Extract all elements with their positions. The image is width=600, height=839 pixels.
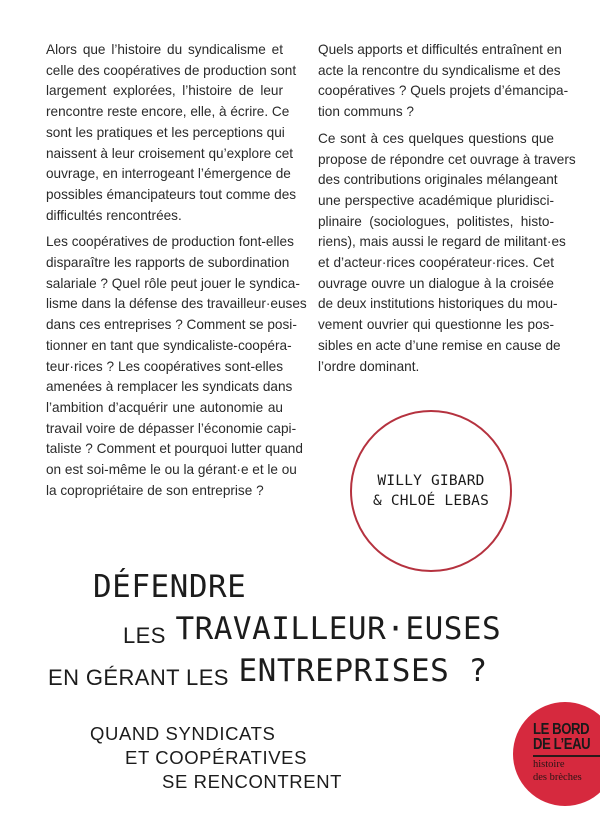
text-line: sont les pratiques et les perceptions qui [46, 124, 285, 140]
authors-badge [350, 410, 512, 572]
text-line: et d’acteur·rices coopérateur·rices. Cet [318, 255, 554, 271]
book-subtitle-line-2: ET COOPÉRATIVES [125, 747, 308, 768]
text-line: ouvrage ouvre un dialogue à la croisée [318, 275, 554, 291]
text-line: celle des coopératives de production sont [46, 62, 297, 78]
text-line: tionner en tant que syndicaliste-coopéra- [46, 337, 292, 353]
paragraph-book-description [318, 129, 576, 377]
title-word-entreprises: ENTREPRISES ? [238, 653, 488, 689]
text-line: Quels apports et difficultés entraînent en [318, 42, 562, 57]
text-line: la copropriétaire de son entreprise ? [46, 482, 264, 498]
text-line: on est soi-même le ou la gérant·e et le ou [46, 462, 297, 478]
book-title-line-1 [93, 569, 247, 605]
publisher-logo [513, 702, 600, 806]
book-subtitle-line-1: QUAND SYNDICATS [90, 723, 276, 744]
author-name-1: WILLY GIBARD [377, 473, 485, 489]
text-line: disparaître les rapports de subordination [46, 255, 290, 271]
text-line: l’ordre dominant. [318, 358, 420, 374]
text-line: largement explorées, l’histoire de leur [46, 83, 283, 99]
text-line: acte la rencontre du syndicalisme et des [318, 62, 561, 78]
book-title-line-3 [48, 653, 488, 690]
text-line: Ce sont à ces quelques questions que [318, 130, 554, 146]
text-line: dans ces entreprises ? Comment se posi- [46, 317, 297, 333]
text-line: taliste ? Comment et pourquoi lutter quand [46, 441, 303, 457]
text-line: teur·rices ? Les coopératives sont-elles [46, 358, 283, 374]
text-line: lisme dans la défense des travailleur·euses [46, 296, 307, 312]
publisher-divider [533, 755, 600, 757]
series-line-1: histoire [533, 759, 565, 770]
text-line: ouvrage, en interrogeant l’émergence de [46, 166, 291, 182]
publisher-name-line-2: DE L’EAU [533, 736, 591, 753]
text-line: une perspective académique pluridisci- [318, 192, 554, 208]
text-line: des contributions originales mélangeant [318, 172, 558, 188]
publisher-name-line-1: LE BORD [533, 721, 590, 738]
text-line: naissent à leur croisement qu’explore cet [46, 145, 294, 161]
text-line: Les coopératives de production font-elles [46, 234, 294, 250]
series-line-2: des brèches [533, 771, 582, 783]
text-line: riens), mais aussi le regard de militant·es [318, 234, 566, 250]
text-line: propose de répondre cet ouvrage à travers [318, 151, 576, 167]
book-title-line-2 [123, 611, 502, 648]
text-line: difficultés rencontrées. [46, 207, 182, 223]
text-line: rencontre reste encore, elle, à écrire. Ce [46, 104, 290, 120]
back-cover-text-left [46, 40, 307, 507]
publisher-name [533, 722, 590, 752]
paragraph-contributions-question [318, 40, 569, 123]
text-line: de deux institutions historiques du mou- [318, 296, 558, 312]
paragraph-questions [46, 232, 307, 501]
publisher-series [533, 759, 582, 784]
title-article: LES [123, 623, 166, 648]
text-line: tion communs ? [318, 104, 414, 120]
text-line: travail voire de dépasser l’économie capi- [46, 420, 297, 436]
title-phrase: EN GÉRANT LES [48, 665, 229, 690]
text-line: coopératives ? Quels projets d’émancipa- [318, 83, 569, 99]
book-subtitle-line-3: SE RENCONTRENT [162, 771, 343, 792]
title-word-defendre: DÉFENDRE [93, 569, 247, 605]
paragraph-intro [46, 40, 297, 226]
text-line: salariale ? Quel rôle peut jouer le syndica- [46, 275, 300, 291]
author-name-2: & CHLOÉ LEBAS [372, 493, 490, 509]
title-word-travailleuses: TRAVAILLEUR·EUSES [175, 611, 502, 647]
text-line: vement ouvrier qui questionne les pos- [318, 317, 554, 333]
text-line: sibles en acte d’une remise en cause de [318, 337, 561, 353]
text-line: possibles émancipateurs tout comme des [46, 186, 297, 202]
text-line: plinaire (sociologues, politistes, histo- [318, 213, 554, 229]
text-line: Alors que l’histoire du syndicalisme et [46, 42, 283, 57]
text-line: amenées à remplacer les syndicats dans [46, 379, 293, 395]
back-cover-text-right [318, 40, 576, 383]
text-line: l’ambition d’acquérir une autonomie au [46, 399, 283, 415]
